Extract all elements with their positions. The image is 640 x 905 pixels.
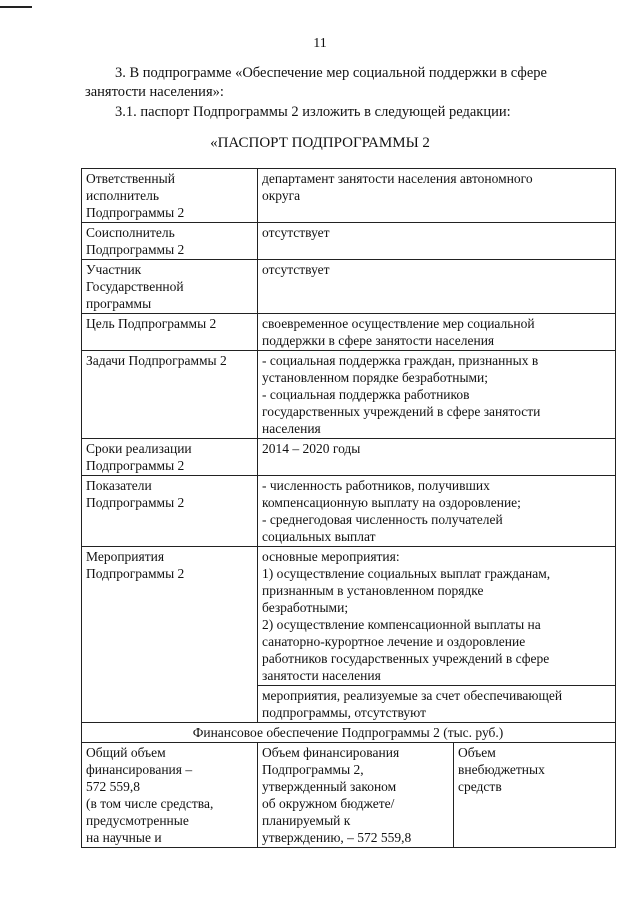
row-value xyxy=(258,439,616,476)
cell-line: санаторно-курортное лечение и оздоровление xyxy=(262,634,526,649)
cell-line: Ответственный xyxy=(86,171,175,186)
row-label xyxy=(82,476,258,547)
row-value xyxy=(258,351,616,439)
cell-line: 2014 – 2020 годы xyxy=(262,441,361,456)
finance-header: Финансовое обеспечение Подпрограммы 2 (тыс. руб.) xyxy=(82,723,616,743)
cell-line: департамент занятости населения автономного xyxy=(262,171,533,186)
cell-line: Мероприятия xyxy=(86,549,165,564)
cell-line: поддержки в сфере занятости населения xyxy=(262,333,495,348)
passport-title: «ПАСПОРТ ПОДПРОГРАММЫ 2 xyxy=(210,135,430,151)
page-number: 11 xyxy=(313,36,327,51)
cell-line: признанным в установленном порядке xyxy=(262,583,484,598)
cell-line: работников государственных учреждений в сфере xyxy=(262,651,550,666)
finance-header-row xyxy=(82,723,616,743)
cell-line: планируемый к xyxy=(262,813,351,828)
finance-extrabudget xyxy=(454,743,616,848)
cell-line: (в том числе средства, xyxy=(86,796,214,811)
cell-line: Общий объем xyxy=(86,745,166,760)
cell-line: предусмотренные xyxy=(86,813,189,828)
cell-line: Объем xyxy=(458,745,496,760)
row-label xyxy=(82,260,258,314)
cell-line: 2) осуществление компенсационной выплаты на xyxy=(262,617,541,632)
cell-line: Подпрограммы 2 xyxy=(86,242,185,257)
cell-line: Показатели xyxy=(86,478,152,493)
cell-line: отсутствует xyxy=(262,262,330,277)
row-value xyxy=(258,223,616,260)
finance-budget xyxy=(258,743,454,848)
cell-line: - социальная поддержка работников xyxy=(262,387,470,402)
cell-line: об окружном бюджете/ xyxy=(262,796,395,811)
cell-line: 1) осуществление социальных выплат гражданам, xyxy=(262,566,551,581)
intro-paragraph-1-cont: занятости населения»: xyxy=(85,84,224,100)
cell-line: Подпрограммы 2, xyxy=(262,762,364,777)
cell-line: занятости населения xyxy=(262,668,381,683)
row-label xyxy=(82,439,258,476)
cell-line: своевременное осуществление мер социальной xyxy=(262,316,535,331)
cell-line: Сроки реализации xyxy=(86,441,192,456)
cell-line: 572 559,8 xyxy=(86,779,140,794)
cell-line: финансирования – xyxy=(86,762,193,777)
row-value xyxy=(258,686,616,723)
cell-line: внебюджетных xyxy=(458,762,545,777)
row-value xyxy=(258,476,616,547)
cell-line: программы xyxy=(86,296,152,311)
row-label xyxy=(82,351,258,439)
cell-line: средств xyxy=(458,779,502,794)
table-row xyxy=(82,169,616,223)
passport-table xyxy=(81,168,616,848)
row-value xyxy=(258,169,616,223)
cell-line: исполнитель xyxy=(86,188,159,203)
finance-total xyxy=(82,743,258,848)
cell-line: мероприятия, реализуемые за счет обеспечивающей xyxy=(262,688,563,703)
cell-line: утверждению, – 572 559,8 xyxy=(262,830,412,845)
cell-line: Соисполнитель xyxy=(86,225,175,240)
cell-line: - численность работников, получивших xyxy=(262,478,490,493)
cell-line: Государственной xyxy=(86,279,184,294)
intro-paragraph-1: 3. В подпрограмме «Обеспечение мер социальной поддержки в сфере xyxy=(115,65,547,81)
cell-line: округа xyxy=(262,188,301,203)
finance-row xyxy=(82,743,616,848)
cell-line: безработными; xyxy=(262,600,349,615)
table-row xyxy=(82,439,616,476)
cell-line: основные мероприятия: xyxy=(262,549,400,564)
row-label xyxy=(82,223,258,260)
cell-line: Цель Подпрограммы 2 xyxy=(86,316,217,331)
cell-line: Подпрограммы 2 xyxy=(86,566,185,581)
table-row xyxy=(82,314,616,351)
cell-line: установленном порядке безработными; xyxy=(262,370,489,385)
cell-line: Объем финансирования xyxy=(262,745,400,760)
cell-line: Задачи Подпрограммы 2 xyxy=(86,353,227,368)
intro-paragraph-2: 3.1. паспорт Подпрограммы 2 изложить в следующей редакции: xyxy=(115,104,511,120)
cell-line: - среднегодовая численность получателей xyxy=(262,512,503,527)
cell-line: социальных выплат xyxy=(262,529,376,544)
cell-line: подпрограммы, отсутствуют xyxy=(262,705,426,720)
table-row xyxy=(82,351,616,439)
table-row-measures xyxy=(82,547,616,686)
cell-line: Подпрограммы 2 xyxy=(86,495,185,510)
corner-mark xyxy=(0,6,32,8)
row-label xyxy=(82,314,258,351)
cell-line: компенсационную выплату на оздоровление; xyxy=(262,495,521,510)
cell-line: Подпрограммы 2 xyxy=(86,458,185,473)
cell-line: - социальная поддержка граждан, признанных в xyxy=(262,353,539,368)
cell-line: населения xyxy=(262,421,321,436)
cell-line: Участник xyxy=(86,262,142,277)
cell-line: отсутствует xyxy=(262,225,330,240)
cell-line: утвержденный законом xyxy=(262,779,397,794)
table-row xyxy=(82,260,616,314)
row-label xyxy=(82,169,258,223)
cell-line: Подпрограммы 2 xyxy=(86,205,185,220)
row-value xyxy=(258,260,616,314)
table-row xyxy=(82,476,616,547)
cell-line: государственных учреждений в сфере занятости xyxy=(262,404,541,419)
row-value xyxy=(258,547,616,686)
row-value xyxy=(258,314,616,351)
cell-line: на научные и xyxy=(86,830,162,845)
row-label xyxy=(82,547,258,723)
table-row xyxy=(82,223,616,260)
